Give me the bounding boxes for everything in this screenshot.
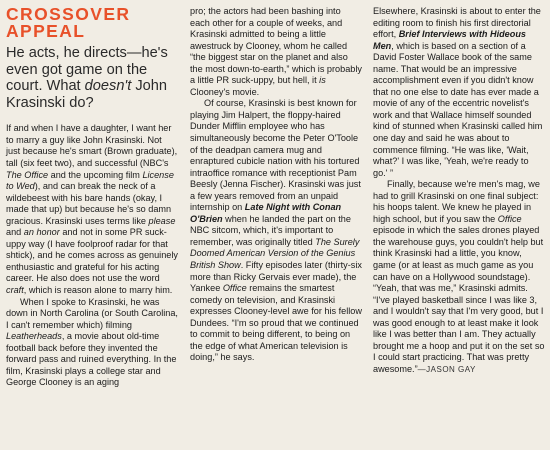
paragraph-directing: Elsewhere, Krasinski is about to enter the editing room to finish his first directorial effort, Brief Interviews with Hideous Men, which is based on a section of a David Foster Wallace book of the same name. That would be an impressive accomplishment even if you didn't know that no one else to date has ever made a movie of any of the eccentric novelist's work and that Wallace himself sounded kind of stunned when Krasinski called him one day and said he was about to commence filming. “He was like, 'Wait, what?' I was like, 'Yeah, we're ready to go.' ” [373, 6, 543, 178]
byline: —JASON GAY [417, 364, 476, 374]
column-3 [373, 6, 545, 376]
article-deck: He acts, he directs—he's even got game on the court. What doesn't John Krasinski do? [6, 45, 168, 111]
paragraph-office: Of course, Krasinski is best known for playing Jim Halpert, the floppy-haired Dunder Mifflin employee who has simultaneously become the Peter O'Toole of the deadpan camera mug and enraptured cubicle nation with his tortured intraoffice romance with receptionist Pam Beesly (Jenna Fischer). Krasinski was just a few years removed from an unpaid internship on Late Night with Conan O'Brien when he landed the part on the NBC sitcom, which, it's important to remember, was originally titled The Surely Doomed American Version of the Genius British Show. Fifty episodes later (thirty-six more than Ricky Gervais ever made), the Yankee Office remains the smartest comedy on television, and Krasinski expresses Clooney-level awe for his fellow Dundees. “I'm so proud that we continued to commit to being different, to being on the edge of what American television is doing,” he says. [190, 98, 362, 363]
kicker-line-2: APPEAL [6, 21, 86, 41]
column-2 [190, 6, 362, 364]
paragraph-clooney: pro; the actors had been bashing into each other for a couple of weeks, and Krasinski admitted to being a little awestruck by Clooney, whom he called “the biggest star on the planet and also the most down-to-earth,” which is probably a little PR suck-uppy, but hell, it is Clooney's movie. [190, 6, 362, 97]
article-kicker [6, 6, 178, 40]
column-1 [6, 6, 178, 389]
paragraph-intro: If and when I have a daughter, I want her to marry a guy like John Krasinski. Not just because he's smart (Brown graduate), tall (six feet two), and successful (NBC's The Office and the upcoming film License to Wed), and can break the neck of a wildebeest with his bare hands (okay, I made that up) but because he's so damn gracious. Krasinski uses terms like please and an honor and not in some PR suck-uppy way (I have foolproof radar for that shtick), and he comes across as genuinely enthusiastic and grateful for his acting career. He also does not use the word craft, which is reason alone to marry him. [6, 123, 178, 296]
paragraph-leatherheads: When I spoke to Krasinski, he was down in North Carolina (or South Carolina, I can't remember which) filming Leatherheads, a movie about old-time football back before they invented the forward pass and ruined everything. In the film, Krasinski plays a college star and George Clooney is an aging [6, 296, 178, 388]
kicker-line-1: CROSSOVER [6, 4, 131, 24]
paragraph-hoops: Finally, because we're men's mag, we had to grill Krasinski on one final subject: his hoops talent. We knew he played in high school, but if you saw the Office episode in which the sales drones played the warehouse guys, you couldn't help but think Krasinski had a little, you know, game (or at least as much game as you can have on a Hollywood soundstage). “Yeah, that was me,” Krasinski admits. “I've played basketball since I was like 3, and I wouldn't say that I'm very good, but I was good enough to at least make it look like I was better than I am. They actually brought me a hoop and put it on the set so I could start practicing. That was pretty awesome.”—JASON GAY [373, 179, 545, 374]
